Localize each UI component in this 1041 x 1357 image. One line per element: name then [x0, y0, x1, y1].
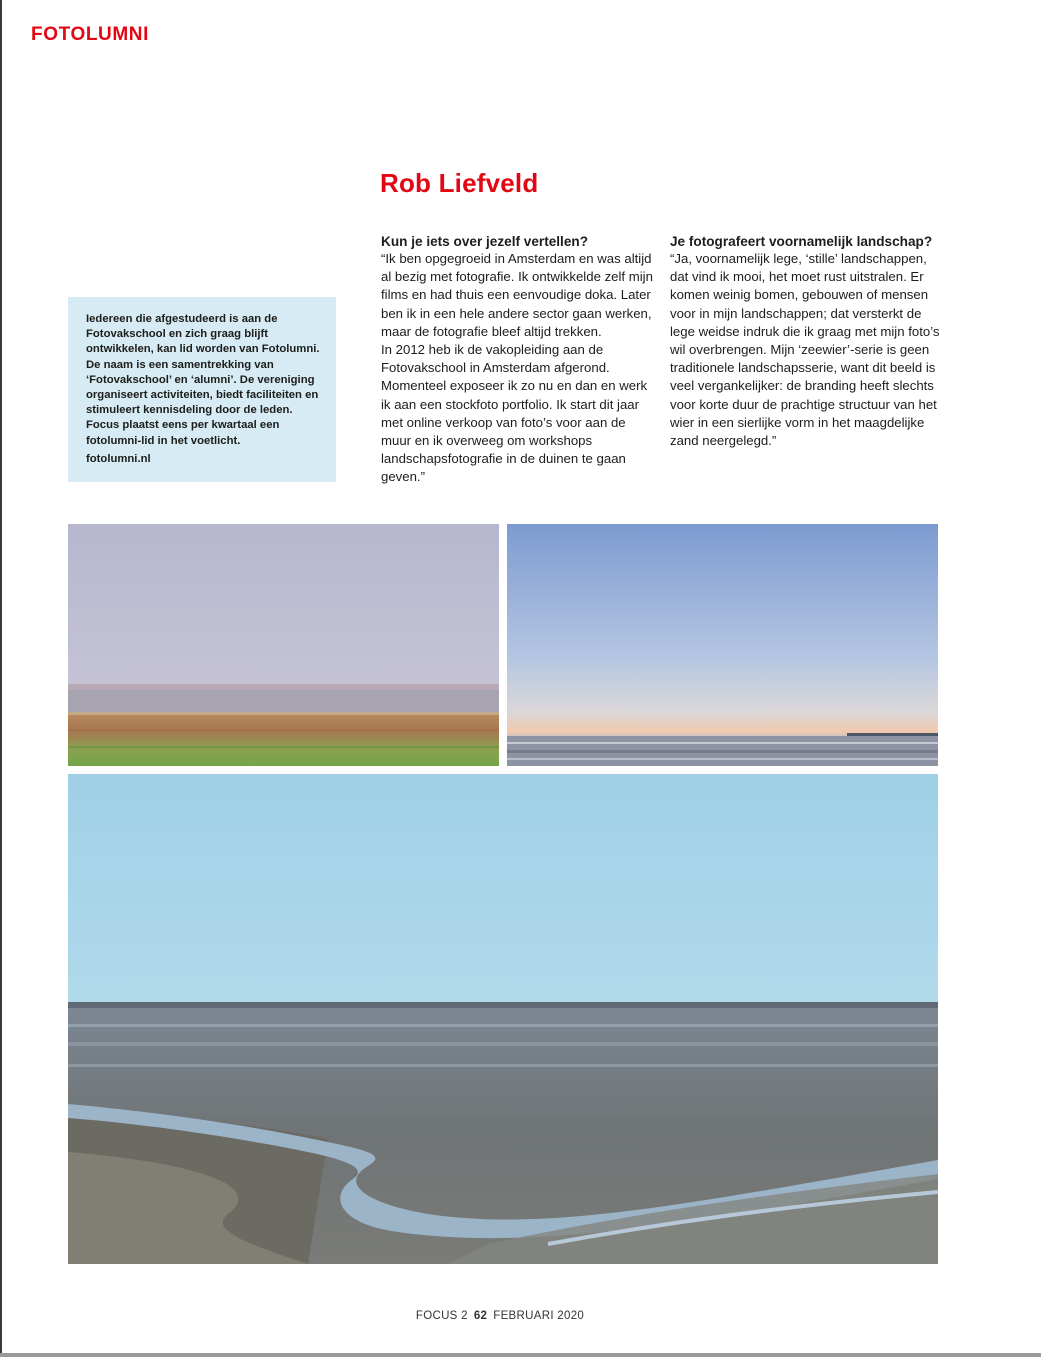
footer-date: FEBRUARI 2020 [493, 1310, 585, 1322]
page-edge-left [0, 0, 2, 1357]
info-box [68, 297, 336, 482]
article-title: Rob Liefveld [380, 168, 539, 198]
photo-tidal-flats-dusk [507, 524, 938, 766]
section-label: FOTOLUMNI [31, 24, 149, 45]
question-1: Kun je iets over jezelf vertellen? [381, 234, 588, 249]
photo-salt-marsh [68, 524, 499, 766]
answer-1-paragraph-2: In 2012 heb ik de vakopleiding aan de Fotovakschool in Amsterdam afgerond. Momenteel exposeer ik zo nu en dan en werk ik aan een stockfoto portfolio. Ik start dit jaar met online verkoop van foto’s voor aan de muur en ik overweeg om workshops landschapsfotografie in de duinen te gaan geven.” [381, 342, 648, 485]
page-edge-bottom [0, 1353, 1041, 1357]
question-2: Je fotografeert voornamelijk landschap? [670, 234, 933, 249]
answer-1-paragraph-1: “Ik ben opgegroeid in Amsterdam en was altijd al bezig met fotografie. Ik ontwikkelde zelf mijn films en had thuis een eenvoudige doka. Later ben ik in een hele andere sector gaan werken, maar de fotografie bleef altijd trekken. [381, 251, 653, 339]
page-footer [0, 1310, 1000, 1322]
answer-2: “Ja, voornamelijk lege, ‘stille’ landschappen, dat vind ik mooi, het moet rust uitstralen. Er komen weinig bomen, gebouwen of mensen voor in mijn landschappen; dat versterkt de lege weidse indruk die ik graag met mijn foto’s wil overbrengen. Mijn ‘zeewier’-serie is geen traditionele landschapsserie, want dit beeld is veel vergankelijker: de branding heeft slechts voor korte duur de prachtige structuur van het wier in een sierlijke vorm in het maagdelijke zand neergelegd.” [670, 251, 940, 449]
info-box-text: Iedereen die afgestudeerd is aan de Fotovakschool en zich graag blijft ontwikkelen, kan lid worden van Fotolumni. De naam is een samentrekking van ‘Fotovakschool’ en ‘alumni’. De vereniging organiseert activiteiten, biedt faciliteiten en stimuleert kennisdeling door de leden. Focus plaatst eens per kwartaal een fotolumni-lid in het voetlicht. [86, 313, 320, 447]
article-column-1 [381, 233, 653, 487]
footer-magazine: FOCUS 2 [415, 1310, 468, 1322]
info-box-link[interactable]: fotolumni.nl [86, 452, 151, 465]
article-column-2 [670, 233, 942, 450]
footer-page-number: 62 [473, 1310, 488, 1322]
photo-mudflat-creek [68, 774, 938, 1264]
